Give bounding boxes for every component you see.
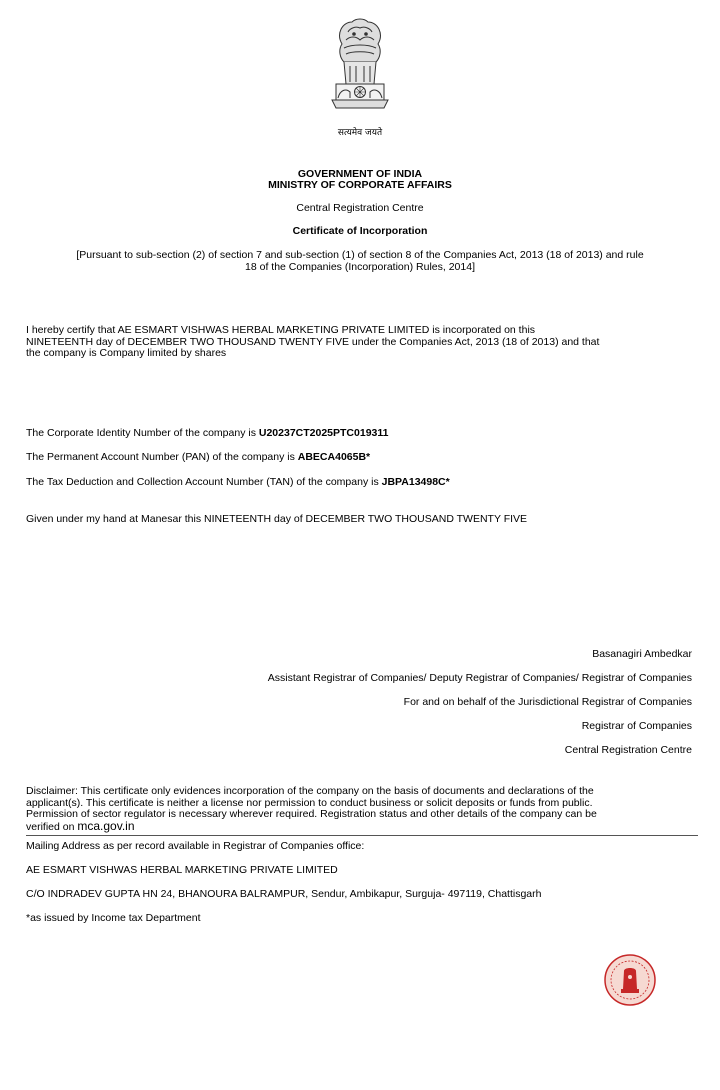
header-ministry: MINISTRY OF CORPORATE AFFAIRS [268,179,452,191]
signatory-registrar: Registrar of Companies [581,720,692,732]
signatory-name: Basanagiri Ambedkar [592,648,692,660]
signatory-centre: Central Registration Centre [564,744,692,756]
certify-paragraph [26,325,599,360]
pursuant-line-2: 18 of the Companies (Incorporation) Rules, 2014] [245,261,475,273]
header-centre: Central Registration Centre [296,202,424,214]
tan-line [26,476,450,488]
given-under-hand: Given under my hand at Manesar this NINETEENTH day of DECEMBER TWO THOUSAND TWENTY FIVE [26,513,528,525]
pursuant-line-1: [Pursuant to sub-section (2) of section 7 and sub-section (1) of section 8 of the Companies Act, 2013 (18 of 2013) and rule [76,249,644,261]
signatory-designation: Assistant Registrar of Companies/ Deputy Registrar of Companies/ Registrar of Companies [267,672,692,684]
signatory-behalf: For and on behalf of the Jurisdictional Registrar of Companies [403,696,692,708]
cin-label: The Corporate Identity Number of the company is [26,427,259,439]
certify-line-3: the company is Company limited by shares [26,347,227,359]
pan-value: ABECA4065B* [297,451,371,463]
pan-line [26,451,370,463]
tax-note: *as issued by Income tax Department [26,912,201,924]
emblem-motto: सत्यमेव जयते [337,128,383,138]
disclaimer-line-4 [26,818,696,834]
mca-link[interactable]: mca.gov.in [77,818,135,833]
header-government: GOVERNMENT OF INDIA [297,168,423,180]
disclaimer-verified-prefix: verified on [26,820,78,833]
certify-line-1: I hereby certify that AE ESMART VISHWAS HERBAL MARKETING PRIVATE LIMITED is incorporated on this [26,324,536,336]
divider [26,835,698,836]
tan-value: JBPA13498C* [381,476,450,488]
pan-label: The Permanent Account Number (PAN) of the company is [26,451,298,463]
disclaimer-line-1: Disclaimer: This certificate only evidences incorporation of the company on the basis of documents and declarations of the [26,785,594,797]
mailing-address: C/O INDRADEV GUPTA HN 24, BHANOURA BALRAMPUR, Sendur, Ambikapur, Surguja- 497119, Chattisgarh [26,888,542,900]
national-emblem-icon [322,14,398,124]
disclaimer [26,786,696,833]
disclaimer-line-2: applicant(s). This certificate is neither a license nor permission to conduct business or solicit deposits or funds from public. [26,796,593,809]
registrar-seal-icon [603,953,657,1007]
cin-line [26,427,388,439]
cin-value: U20237CT2025PTC019311 [258,427,389,439]
tan-label: The Tax Deduction and Collection Account Number (TAN) of the company is [26,476,382,488]
mailing-company: AE ESMART VISHWAS HERBAL MARKETING PRIVATE LIMITED [26,864,338,876]
mailing-label: Mailing Address as per record available in Registrar of Companies office: [26,840,365,852]
certificate-title: Certificate of Incorporation [292,225,428,237]
certify-line-2: NINETEENTH day of DECEMBER TWO THOUSAND TWENTY FIVE under the Companies Act, 2013 (18 of 2013) and that [26,335,600,348]
disclaimer-line-3: Permission of sector regulator is necessary wherever required. Registration status and other details of the company can be [26,808,597,820]
